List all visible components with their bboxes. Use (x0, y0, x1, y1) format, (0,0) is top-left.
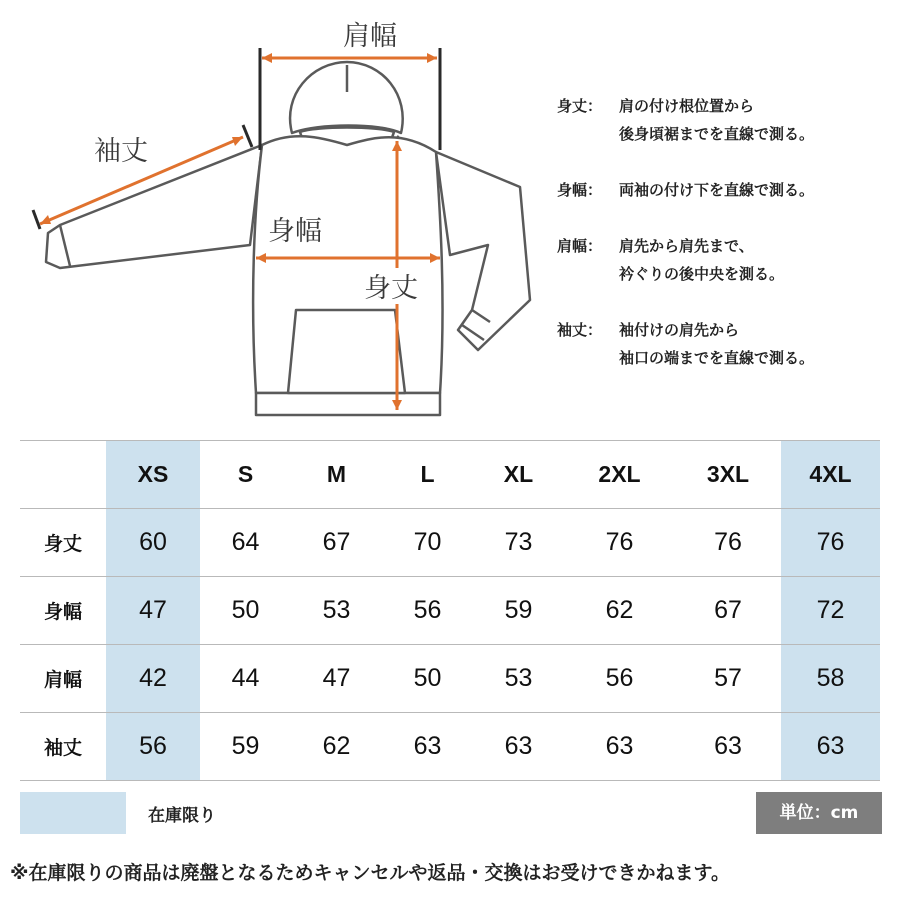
in-stock-limited-swatch (20, 792, 126, 834)
size-header-row (20, 441, 880, 509)
shoulder-width-label: 肩幅 (343, 21, 397, 52)
guide-line: 袖口の端までを直線で測る。 (619, 349, 815, 367)
table-cell: 44 (200, 645, 291, 713)
size-header: XS (106, 441, 200, 509)
table-cell: 76 (781, 509, 880, 577)
guide-line: 後身頃裾までを直線で測る。 (619, 125, 815, 143)
table-cell: 59 (200, 713, 291, 781)
size-header: L (382, 441, 473, 509)
table-cell: 58 (781, 645, 880, 713)
table-cell: 72 (781, 577, 880, 645)
hoodie-measurement-diagram (0, 0, 560, 430)
table-cell: 57 (675, 645, 781, 713)
table-cell: 76 (675, 509, 781, 577)
table-cell: 63 (473, 713, 564, 781)
guide-line: 両袖の付け下を直線で測る。 (619, 181, 815, 199)
table-row (20, 509, 880, 577)
table-cell: 60 (106, 509, 200, 577)
table-cell: 50 (382, 645, 473, 713)
table-cell: 73 (473, 509, 564, 577)
table-row (20, 713, 880, 781)
table-cell: 70 (382, 509, 473, 577)
table-cell: 62 (291, 713, 382, 781)
table-cell: 76 (564, 509, 675, 577)
row-label: 肩幅 (20, 645, 106, 713)
guide-term: 袖丈： (557, 321, 603, 339)
size-table (20, 440, 880, 781)
table-cell: 50 (200, 577, 291, 645)
table-cell: 47 (106, 577, 200, 645)
guide-line: 衿ぐりの後中央を測る。 (619, 265, 785, 283)
size-header: M (291, 441, 382, 509)
table-cell: 63 (382, 713, 473, 781)
body-length-label: 身丈 (364, 273, 418, 304)
measurement-guide (557, 92, 897, 400)
size-header: 2XL (564, 441, 675, 509)
guide-body-length (557, 92, 897, 148)
size-header: 4XL (781, 441, 880, 509)
header-corner (20, 441, 106, 509)
table-cell: 59 (473, 577, 564, 645)
guide-line: 肩先から肩先まで、 (619, 237, 754, 255)
size-header: XL (473, 441, 564, 509)
guide-line: 袖付けの肩先から (619, 321, 740, 339)
table-cell: 53 (291, 577, 382, 645)
table-cell: 62 (564, 577, 675, 645)
table-cell: 63 (781, 713, 880, 781)
footnote: ※在庫限りの商品は廃盤となるためキャンセルや返品・交換はお受けできかねます。 (10, 862, 730, 884)
row-label: 身幅 (20, 577, 106, 645)
size-header: S (200, 441, 291, 509)
size-header: 3XL (675, 441, 781, 509)
guide-shoulder-width (557, 232, 897, 288)
table-cell: 56 (382, 577, 473, 645)
sleeve-length-label: 袖丈 (94, 136, 148, 167)
guide-body-width (557, 176, 897, 204)
guide-term: 肩幅： (557, 237, 603, 255)
guide-sleeve-length (557, 316, 897, 372)
table-cell: 67 (675, 577, 781, 645)
table-cell: 63 (675, 713, 781, 781)
row-label: 袖丈 (20, 713, 106, 781)
body-width-label: 身幅 (268, 216, 322, 247)
table-cell: 56 (106, 713, 200, 781)
guide-term: 身丈： (557, 97, 603, 115)
table-cell: 63 (564, 713, 675, 781)
table-cell: 42 (106, 645, 200, 713)
table-cell: 67 (291, 509, 382, 577)
table-row (20, 645, 880, 713)
table-cell: 56 (564, 645, 675, 713)
table-cell: 53 (473, 645, 564, 713)
table-cell: 47 (291, 645, 382, 713)
row-label: 身丈 (20, 509, 106, 577)
guide-term: 身幅： (557, 181, 603, 199)
guide-line: 肩の付け根位置から (619, 97, 755, 115)
unit-badge: 単位：cm (756, 792, 882, 834)
table-cell: 64 (200, 509, 291, 577)
table-row (20, 577, 880, 645)
in-stock-limited-label: 在庫限り (148, 806, 216, 826)
